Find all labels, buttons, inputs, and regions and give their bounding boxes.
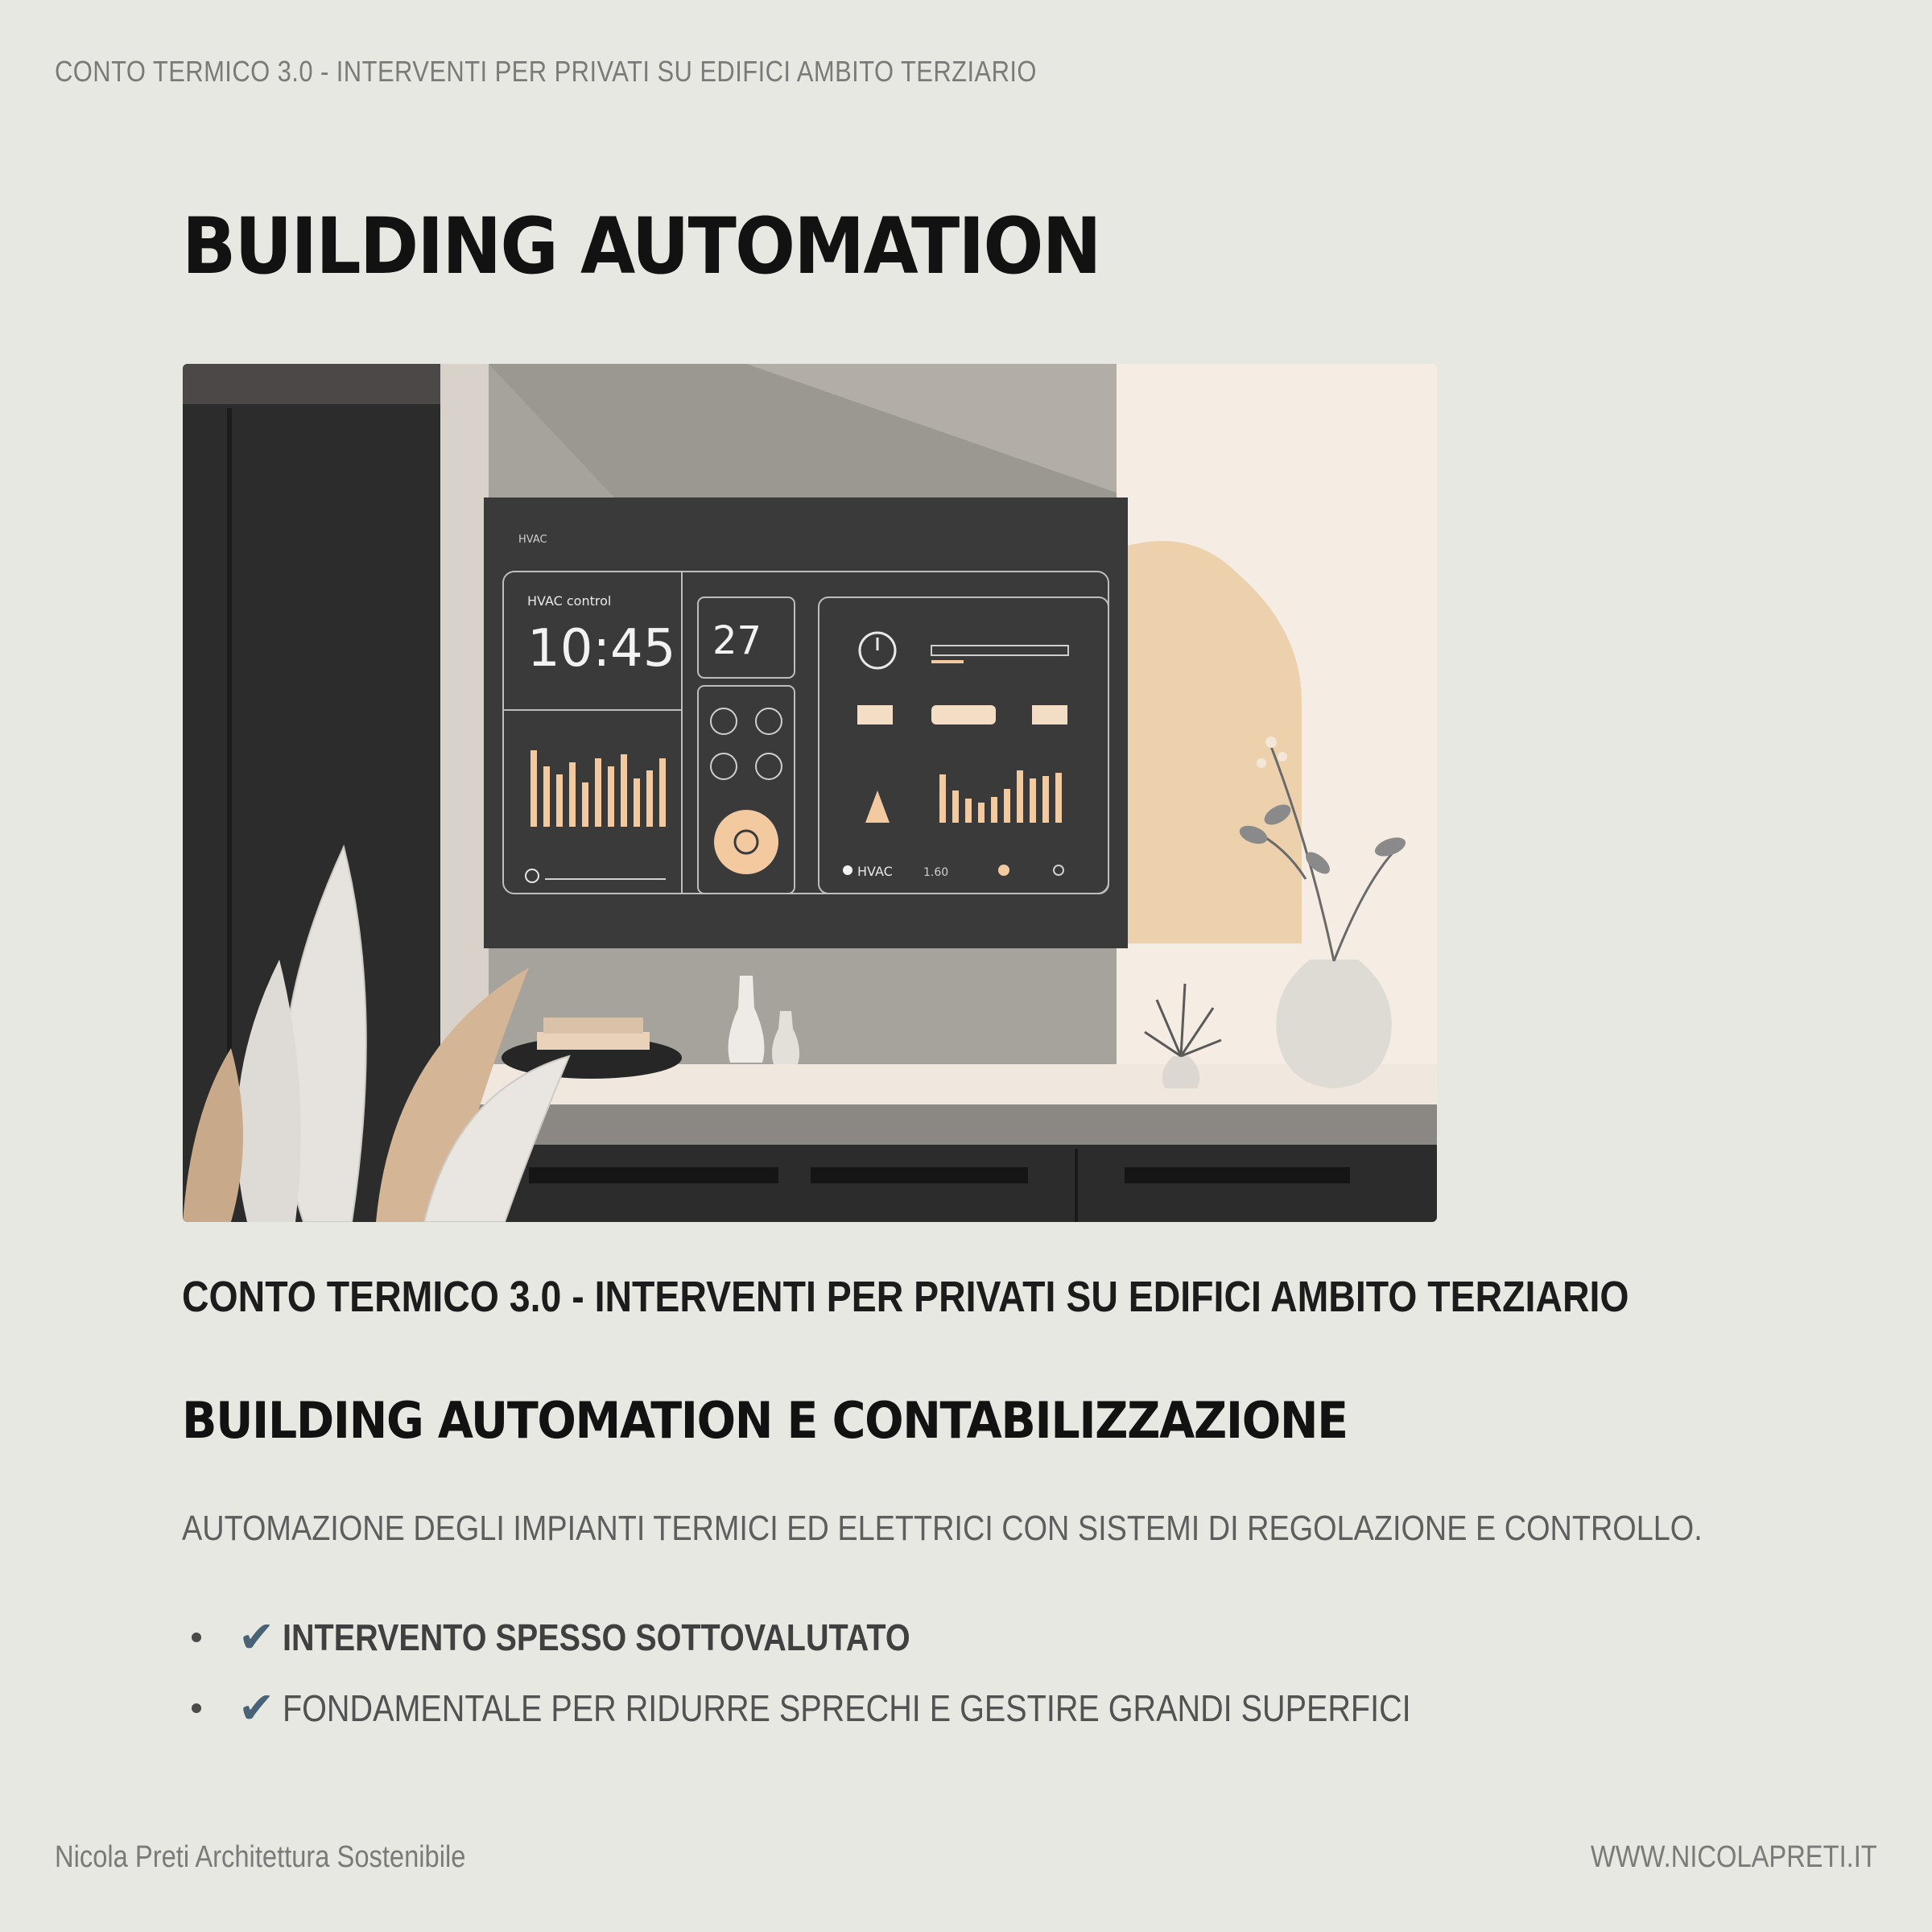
bullet-list: [182, 1602, 1595, 1744]
check-icon: ✔: [238, 1682, 275, 1733]
panel-title-text: HVAC control: [527, 593, 612, 609]
list-item: [182, 1673, 1595, 1744]
section-subtitle: CONTO TERMICO 3.0 - INTERVENTI PER PRIVATI SU EDIFICI AMBITO TERZIARIO: [182, 1273, 1629, 1321]
top-header-label: CONTO TERMICO 3.0 - INTERVENTI PER PRIVATI SU EDIFICI AMBITO TERZIARIO: [55, 55, 1037, 88]
bullet-dot: [192, 1633, 201, 1642]
list-item: [182, 1602, 1595, 1673]
bullet-text: INTERVENTO SPESSO SOTTOVALUTATO: [283, 1616, 910, 1658]
hero-illustration: [183, 364, 1437, 1222]
temperature-display: 27: [712, 618, 762, 663]
section-title: BUILDING AUTOMATION E CONTABILIZZAZIONE: [182, 1391, 1348, 1450]
status-value: 1.60: [923, 866, 949, 879]
page-title: BUILDING AUTOMATION: [182, 201, 1100, 291]
bullet-text: FONDAMENTALE PER RIDURRE SPRECHI E GESTIRE GRANDI SUPERFICI: [283, 1687, 1411, 1729]
footer-website-link[interactable]: WWW.NICOLAPRETI.IT: [1591, 1840, 1877, 1874]
status-label: HVAC: [857, 864, 893, 879]
panel-header-text: HVAC: [518, 534, 547, 546]
bullet-dot: [192, 1703, 201, 1713]
footer-author: Nicola Preti Architettura Sostenibile: [55, 1840, 466, 1874]
check-icon: ✔: [238, 1612, 275, 1662]
time-display: 10:45: [527, 619, 676, 679]
description-text: AUTOMAZIONE DEGLI IMPIANTI TERMICI ED ELETTRICI CON SISTEMI DI REGOLAZIONE E CONTROLLO.: [182, 1509, 1703, 1548]
